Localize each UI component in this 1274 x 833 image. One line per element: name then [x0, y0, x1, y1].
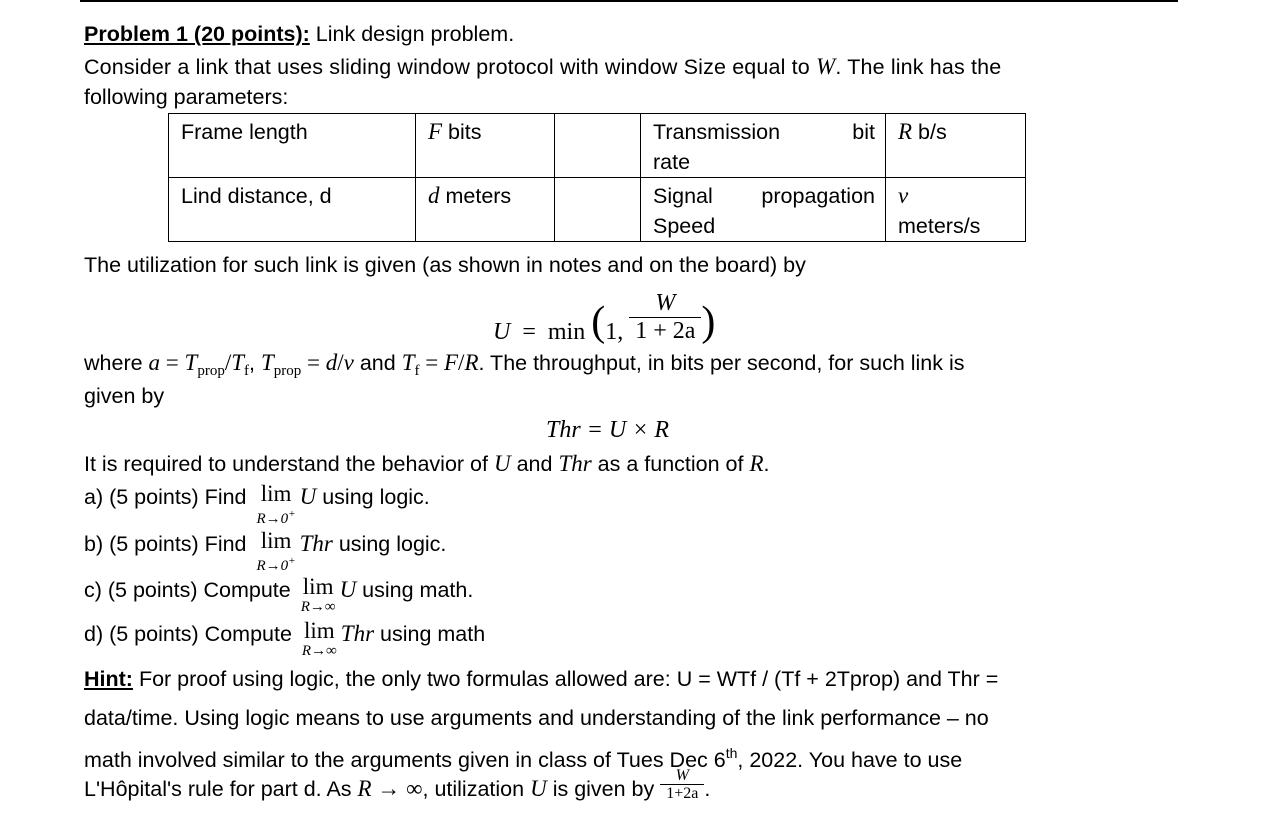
- cell-transmission-rate: [641, 114, 886, 178]
- required-text-c: as a function of: [597, 452, 744, 476]
- hint-text-3b: , 2022. You have to use: [737, 748, 963, 772]
- utilization-intro: The utilization for such link is given (as shown in notes and on the board) by: [84, 253, 806, 277]
- cell-rate-unit: [886, 114, 1026, 178]
- top-rule: [80, 0, 1178, 2]
- tx-label-a: Transmission: [653, 120, 781, 144]
- limit-expression: lim R→0+: [256, 528, 296, 574]
- cell-link-distance: Lind distance, d: [169, 178, 416, 242]
- required-text-b: and: [516, 452, 553, 476]
- unit-bps: b/s: [912, 120, 947, 144]
- tx-label-b: bit: [852, 120, 875, 144]
- hint-text-1: For proof using logic, the only two formulas allowed are: U = WTf / (Tf + 2Tprop) and Thr =: [138, 667, 999, 691]
- part-a-tail: using logic.: [322, 485, 430, 509]
- cell-frame-length: Frame length: [169, 114, 416, 178]
- intro-text-b: . The link has the: [835, 55, 1002, 79]
- cell-distance-meters: [416, 178, 555, 242]
- part-b-text: b) (5 points) Find: [84, 532, 247, 556]
- part-a-text: a) (5 points) Find: [84, 485, 247, 509]
- utilization-equation: U = min (1, $\frac{W}{1 + 2a}$ ): [493, 289, 716, 345]
- hint-text-4c: is given by: [552, 777, 655, 802]
- tx-label-c: rate: [653, 150, 691, 174]
- where-line: where $a = T_{prop}/T_f$, $T_{prop} = d/\nu$ and $T_f = F/R$. The throughput, in bits per second, for such link is: [84, 350, 965, 379]
- part-c-text: c) (5 points) Compute: [84, 578, 291, 602]
- unit-meters: meters: [439, 184, 512, 208]
- lim-word: lim: [304, 618, 335, 643]
- throughput-equation: Thr = U × R: [546, 417, 670, 443]
- required-line: It is required to understand the behavior of U and Thr as a function of R.: [84, 451, 770, 476]
- lim-word: lim: [302, 574, 334, 599]
- hint-text-3a: math involved similar to the arguments given in class of Tues Dec 6: [84, 748, 726, 772]
- cell-empty: [555, 178, 641, 242]
- part-d-text: d) (5 points) Compute: [84, 622, 292, 646]
- hint-frac-num: W: [660, 767, 704, 785]
- lim-sub: R→0: [256, 558, 289, 574]
- cell-propagation-speed: [641, 178, 886, 242]
- intro-line-1: [84, 54, 1001, 80]
- hint-line-4: L'Hôpital's rule for part d. As R → ∞, utilization U is given by $\frac{W}{1+2a}$ .: [84, 767, 711, 802]
- eq-numerator: W: [629, 290, 701, 318]
- part-b-tail: using logic.: [338, 532, 447, 556]
- table-row: [169, 114, 1026, 178]
- cell-speed-unit: [886, 178, 1026, 242]
- table-row: [169, 178, 1026, 242]
- eq-min: min: [547, 319, 586, 345]
- hint-label: Hint:: [84, 667, 133, 691]
- eq-denominator: 1 + 2a: [635, 317, 696, 344]
- intro-text-a: Consider a link that uses sliding window protocol with window Size equal to: [84, 55, 810, 79]
- var-f: F: [428, 119, 443, 144]
- prop-label-c: Speed: [653, 214, 716, 238]
- var-r: R: [898, 119, 913, 144]
- hint-sup: th: [725, 745, 738, 761]
- problem-subtitle: Link design problem.: [315, 22, 515, 46]
- part-c: c) (5 points) Compute lim R→∞ U using math.: [84, 574, 474, 615]
- required-text-a: It is required to understand the behavior of: [84, 452, 488, 476]
- hint-line-1: [84, 666, 998, 692]
- part-a: a) (5 points) Find lim R→0+ U using logic.: [84, 481, 430, 527]
- hint-frac-den: 1+2a: [666, 785, 699, 802]
- part-c-tail: using math.: [362, 578, 474, 602]
- hint-text-4a: L'Hôpital's rule for part d. As: [84, 777, 352, 802]
- where-and: and: [359, 351, 396, 375]
- hint-line-3: [84, 740, 962, 773]
- unit-mps: meters/s: [898, 214, 981, 238]
- problem-title: Problem 1 (20 points):: [84, 22, 310, 46]
- part-b: b) (5 points) Find lim R→0+ Thr using logic.: [84, 528, 447, 574]
- intro-var-w: W: [816, 54, 836, 79]
- cell-frame-bits: [416, 114, 555, 178]
- intro-line-2: following parameters:: [84, 85, 289, 109]
- where-text: where: [84, 351, 143, 375]
- var-d: d: [428, 183, 440, 208]
- eq-one: 1,: [605, 319, 624, 345]
- cell-empty: [555, 114, 641, 178]
- parameters-table: [168, 113, 1026, 242]
- hint-text-4b: , utilization: [422, 777, 525, 802]
- lim-sub: R→∞: [301, 643, 337, 659]
- lim-sub: R→∞: [300, 599, 336, 615]
- var-nu: ν: [898, 183, 909, 208]
- prop-label-a: Signal: [653, 184, 713, 208]
- throughput-text: . The throughput, in bits per second, for such link is: [478, 351, 965, 375]
- limit-expression: lim R→0+: [256, 481, 296, 527]
- limit-expression: [300, 574, 336, 617]
- limit-expression: [301, 618, 337, 661]
- hint-fraction: [660, 767, 704, 802]
- hint-line-2: data/time. Using logic means to use arguments and understanding of the link performance – no: [84, 706, 989, 730]
- given-by: given by: [84, 384, 165, 408]
- lim-word: lim: [260, 528, 292, 553]
- lim-sub: R→0: [256, 511, 289, 527]
- problem-heading: [84, 21, 514, 47]
- unit-bits: bits: [442, 120, 482, 144]
- part-d-tail: using math: [380, 622, 486, 646]
- lim-word: lim: [260, 481, 292, 506]
- eq-u: U: [493, 319, 511, 345]
- part-d: d) (5 points) Compute lim R→∞ Thr using math: [84, 618, 486, 659]
- prop-label-b: propagation: [761, 184, 875, 208]
- eq-fraction: [629, 290, 701, 345]
